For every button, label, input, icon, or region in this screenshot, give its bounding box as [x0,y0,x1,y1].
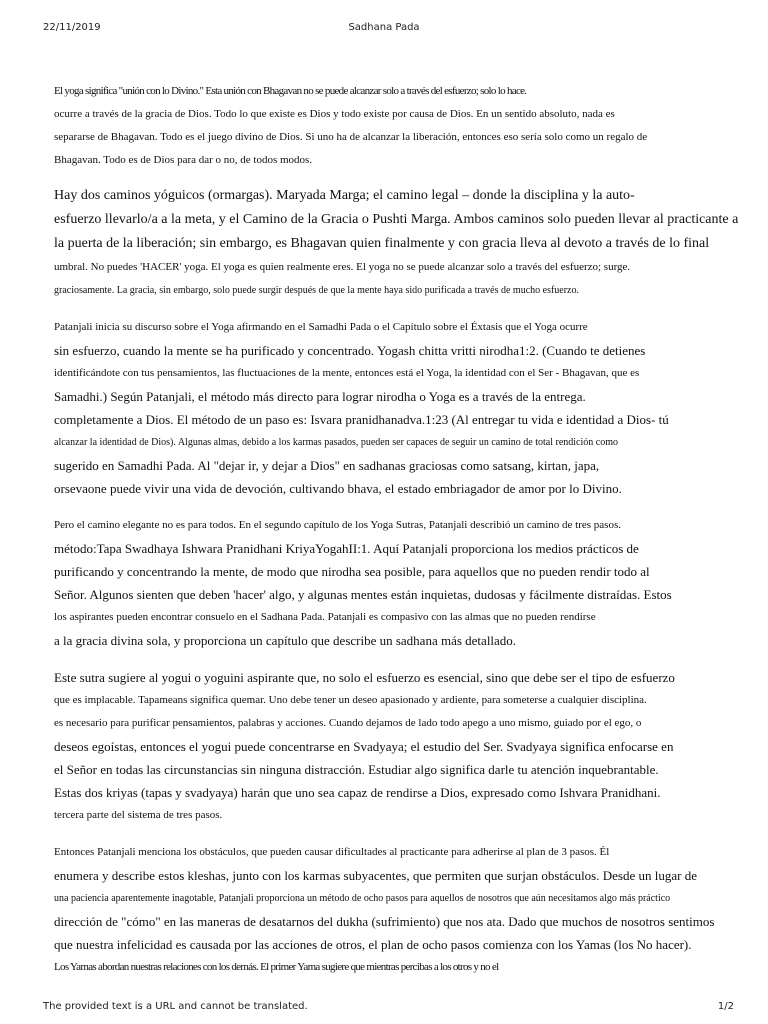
page-header [0,22,768,38]
page-footer [0,1001,768,1017]
text-line: ocurre a través de la gracia de Dios. Todo lo que existe es Dios y todo existe por causa de Dios. En un sentido absoluto, nada es [54,108,615,120]
text-line: Bhagavan. Todo es de Dios para dar o no, de todos modos. [54,154,313,166]
text-line: el Señor en todas las circunstancias sin ninguna distracción. Estudiar algo significa darle tu atención inquebrantable. [54,762,659,777]
text-line: Señor. Algunos sienten que deben 'hacer' algo, y algunas mentes están inquietas, dudosas y fácilmente distraídas. Estos [54,587,672,602]
text-line: tercera parte del sistema de tres pasos. [54,809,223,821]
page-number: 1/2 [717,1001,734,1012]
text-line: es necesario para purificar pensamientos, palabras y acciones. Cuando dejamos de lado todo apego a uno mismo, guiado por el ego, o [54,717,642,729]
header-date: 22/11/2019 [43,22,101,33]
text-line: Samadhi.) Según Patanjali, el método más directo para lograr nirodha o Yoga es a través de la entrega. [54,389,586,404]
text-line: El yoga significa "unión con lo Divino." Esta unión con Bhagavan no se puede alcanzar solo a través del esfuerzo; solo lo hace. [54,85,527,97]
text-line: enumera y describe estos kleshas, junto con los karmas subyacentes, que permiten que surjan obstáculos. Desde un lugar de [54,868,697,883]
text-line: método:Tapa Swadhaya Ishwara Pranidhani KriyaYogahII:1. Aquí Patanjali proporciona los medios prácticos de [54,541,639,556]
footer-note: The provided text is a URL and cannot be translated. [43,1001,308,1012]
text-line: sugerido en Samadhi Pada. Al "dejar ir, y dejar a Dios" en sadhanas graciosas como satsang, kirtan, japa, [54,458,600,473]
text-line: Los Yamas abordan nuestras relaciones con los demás. El primer Yama sugiere que mientras percibas a los otros y no el [54,961,499,973]
header-title: Sadhana Pada [348,22,420,33]
paragraph-6 [54,841,744,979]
text-line: Estas dos kriyas (tapas y svadyaya) harán que uno sea capaz de rendirse a Dios, expresado como Ishvara Pranidhani. [54,785,661,800]
text-line: que nuestra infelicidad es causada por las acciones de otros, el plan de ocho pasos comienza con los Yamas (los No hacer). [54,937,692,952]
text-line: que es implacable. Tapameans significa quemar. Uno debe tener un deseo apasionado y ardiente, para someterse a cualquier disciplina. [54,694,647,706]
paragraph-3 [54,316,744,500]
text-line: Pero el camino elegante no es para todos. En el segundo capítulo de los Yoga Sutras, Patanjali describió un camino de tres pasos. [54,519,621,531]
text-line: Hay dos caminos yóguicos (ormargas). Maryada Marga; el camino legal – donde la disciplina y la auto- [54,188,635,203]
text-line: Entonces Patanjali menciona los obstáculos, que pueden causar dificultades al practicante para adherirse al plan de 3 pasos. Él [54,846,610,858]
text-line: graciosamente. La gracia, sin embargo, solo puede surgir después de que la mente haya sido purificada a través de mucho esfuerzo. [54,285,579,296]
text-line: esfuerzo llevarlo/a a la meta, y el Camino de la Gracia o Pushti Marga. Ambos caminos solo pueden llevar al practicante a [54,212,739,227]
text-line: la puerta de la liberación; sin embargo, es Bhagavan quien finalmente y con gracia lleva al devoto a través de lo final [54,236,710,251]
paragraph-1 [54,80,744,172]
paragraph-2 [54,184,744,302]
paragraph-4 [54,514,744,652]
text-line: separarse de Bhagavan. Todo es el juego divino de Dios. Si uno ha de alcanzar la liberación, entonces eso sería solo como un regalo de [54,131,648,143]
text-line: deseos egoístas, entonces el yogui puede concentrarse en Svadyaya; el estudio del Ser. Svadyaya significa enfocarse en [54,739,674,754]
text-line: sin esfuerzo, cuando la mente se ha purificado y concentrado. Yogash chitta vritti nirodha1:2. (Cuando te detienes [54,343,646,358]
document-body [54,80,744,979]
text-line: dirección de "cómo" en las maneras de desatarnos del dukha (sufrimiento) que nos ata. Dado que muchos de nosotros sentimos [54,914,715,929]
text-line: una paciencia aparentemente inagotable, Patanjali proporciona un método de ocho pasos para aquellos de nosotros que aún necesitamos algo más práctico [54,893,671,904]
text-line: Patanjali inicia su discurso sobre el Yoga afirmando en el Samadhi Pada o el Capítulo sobre el Éxtasis que el Yoga ocurre [54,321,588,333]
text-line: alcanzar la identidad de Dios). Algunas almas, debido a los karmas pasados, pueden ser capaces de seguir un camino de total rendición como [54,437,618,448]
paragraph-5 [54,666,744,827]
text-line: umbral. No puedes 'HACER' yoga. El yoga es quien realmente eres. El yoga no se puede alcanzar solo a través del esfuerzo; surge. [54,261,631,273]
text-line: purificando y concentrando la mente, de modo que nirodha sea posible, para aquellos que no pueden rendir todo al [54,564,650,579]
text-line: identificándote con tus pensamientos, las fluctuaciones de la mente, entonces está el Yoga, la identidad con el Ser - Bhagavan, que es [54,367,640,379]
text-line: orsevaone puede vivir una vida de devoción, cultivando bhava, el estado embriagador de amor por lo Divino. [54,481,622,496]
text-line: a la gracia divina sola, y proporciona un capítulo que describe un sadhana más detallado. [54,633,517,648]
text-line: Este sutra sugiere al yogui o yoguini aspirante que, no solo el esfuerzo es esencial, sino que debe ser el tipo de esfuerzo [54,670,675,685]
text-line: los aspirantes pueden encontrar consuelo en el Sadhana Pada. Patanjali es compasivo con las almas que no pueden rendirse [54,611,596,623]
text-line: completamente a Dios. El método de un paso es: Isvara pranidhanadva.1:23 (Al entregar tu vida e identidad a Dios- tú [54,412,669,427]
